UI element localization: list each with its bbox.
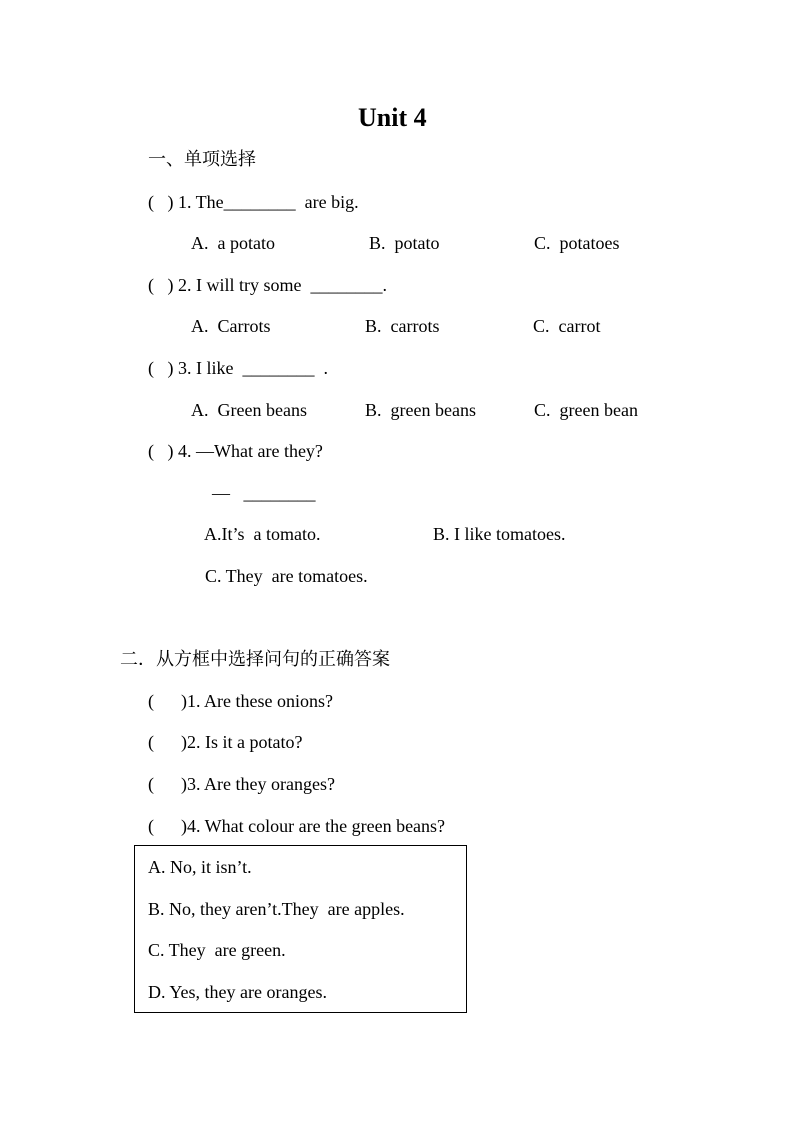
section1-heading: 一、单项选择 xyxy=(148,149,256,170)
s2-question-3: ( )3. Are they oranges? xyxy=(148,774,335,794)
s2-question-4: ( )4. What colour are the green beans? xyxy=(148,816,446,836)
q2-stem: ( ) 2. I will try some ________. xyxy=(148,275,387,295)
box-option-d: D. Yes, they are oranges. xyxy=(148,982,327,1002)
q1-option-c: C. potatoes xyxy=(534,233,620,253)
q4-option-c: C. They are tomatoes. xyxy=(205,566,368,586)
box-option-a: A. No, it isn’t. xyxy=(148,857,252,877)
q4-answer-line: — ________ xyxy=(212,483,316,503)
q1-stem: ( ) 1. The________ are big. xyxy=(148,192,359,212)
q2-option-b: B. carrots xyxy=(365,316,440,336)
s2-question-2: ( )2. Is it a potato? xyxy=(148,732,303,752)
box-option-b: B. No, they aren’t.They are apples. xyxy=(148,899,405,919)
q4-stem: ( ) 4. —What are they? xyxy=(148,441,323,461)
q1-option-b: B. potato xyxy=(369,233,440,253)
q3-stem: ( ) 3. I like ________ . xyxy=(148,358,328,378)
section2-heading: 二．从方框中选择问句的正确答案 xyxy=(120,649,390,670)
q3-option-c: C. green bean xyxy=(534,400,638,420)
s2-question-1: ( )1. Are these onions? xyxy=(148,691,333,711)
q4-option-a: A.It’s a tomato. xyxy=(204,524,321,544)
q3-option-a: A. Green beans xyxy=(191,400,307,420)
box-option-c: C. They are green. xyxy=(148,940,286,960)
q4-option-b: B. I like tomatoes. xyxy=(433,524,566,544)
q3-option-b: B. green beans xyxy=(365,400,476,420)
q2-option-c: C. carrot xyxy=(533,316,601,336)
q1-option-a: A. a potato xyxy=(191,233,275,253)
page-title: Unit 4 xyxy=(358,103,427,132)
q2-option-a: A. Carrots xyxy=(191,316,271,336)
